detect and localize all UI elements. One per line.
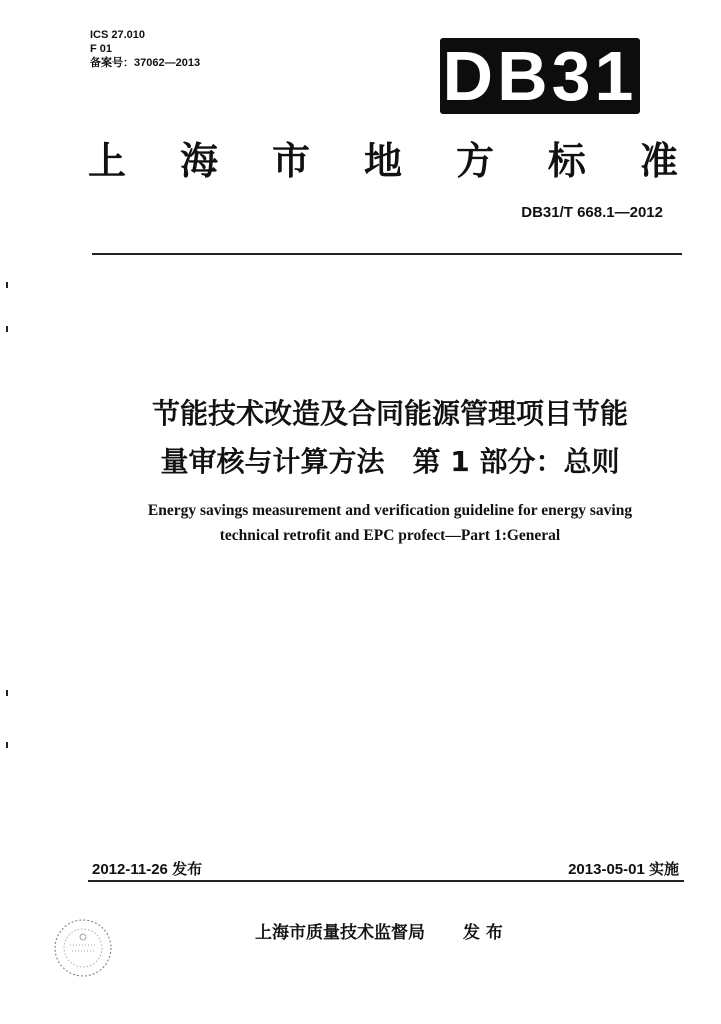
title-cn-line: 节能技术改造及合同能源管理项目节能 [151, 397, 628, 430]
classification-block [90, 28, 200, 70]
document-title-cn [90, 390, 690, 486]
db31-logo: DB31 [440, 38, 640, 114]
title-char: 准 [639, 138, 678, 183]
title-char: 海 [179, 138, 218, 183]
standard-code: DB31/T 668.1—2012 [521, 204, 663, 221]
standard-type-title [88, 130, 678, 185]
title-char: 市 [271, 138, 310, 183]
ics-code: ICS 27.010 [90, 29, 146, 41]
title-char: 标 [547, 138, 586, 183]
title-char: 方 [455, 138, 494, 183]
title-en-line: technical retrofit and EPC profect—Part 1:General [219, 527, 561, 544]
circular-seal-stamp [50, 915, 116, 981]
title-en-line: Energy savings measurement and verification guideline for energy saving [147, 502, 633, 519]
class-code: F 01 [90, 43, 113, 55]
scan-mark [6, 326, 8, 332]
scan-mark [6, 282, 8, 288]
implementation-date: 2013-05-01 实施 [568, 861, 679, 878]
title-cn-line: 量审核与计算方法 第 1 部分：总则 [160, 445, 620, 478]
issuer-action: 发 布 [463, 923, 503, 943]
bottom-divider [88, 880, 684, 882]
title-char: 上 [88, 138, 127, 183]
issuing-authority [255, 918, 503, 943]
issuer-name: 上海市质量技术监督局 [255, 923, 425, 943]
record-number: 备案号：37062—2013 [90, 57, 201, 69]
top-divider [92, 253, 682, 255]
title-char: 地 [363, 138, 402, 183]
issue-date: 2012-11-26 发布 [92, 861, 203, 878]
document-title-en [60, 498, 720, 548]
scan-mark [6, 690, 8, 696]
scan-mark [6, 742, 8, 748]
